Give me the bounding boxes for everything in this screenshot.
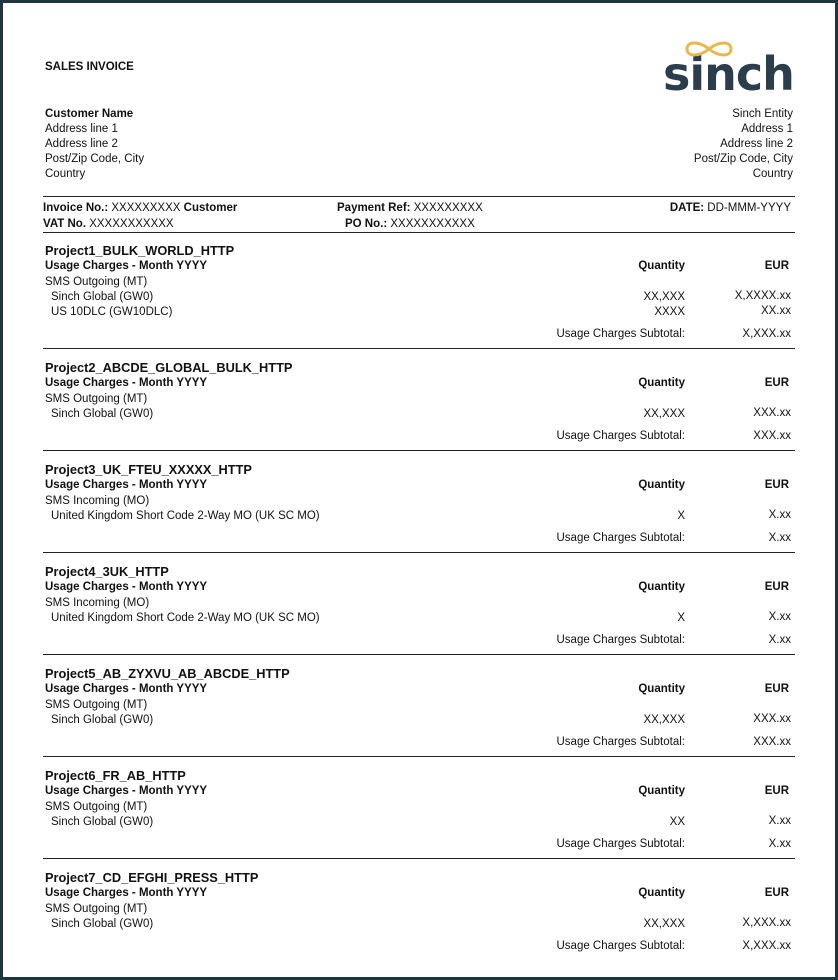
subtotal-amount: XXX.xx — [753, 736, 791, 748]
line-item-description: Sinch Global (GW0) — [51, 408, 154, 420]
document-title: SALES INVOICE — [45, 61, 134, 73]
divider — [43, 196, 795, 197]
customer-address-line: Address line 2 — [45, 138, 118, 150]
currency-header: EUR — [764, 581, 789, 593]
line-item-description: US 10DLC (GW10DLC) — [51, 306, 173, 318]
divider — [43, 858, 795, 859]
line-item-description: United Kingdom Short Code 2-Way MO (UK SC MO) — [51, 612, 320, 624]
project-title: Project7_CD_EFGHI_PRESS_HTTP — [45, 870, 259, 885]
line-item-description: United Kingdom Short Code 2-Way MO (UK SC MO) — [51, 510, 320, 522]
project-title: Project6_FR_AB_HTTP — [45, 768, 186, 783]
quantity-header: Quantity — [638, 887, 685, 899]
po-number: PO No.: XXXXXXXXXXX — [345, 218, 475, 230]
subtotal-amount: X,XXX.xx — [742, 940, 791, 952]
line-item-amount: X,XXX.xx — [742, 917, 791, 929]
line-item-quantity: XX,XXX — [643, 918, 685, 930]
divider — [43, 552, 795, 553]
subtotal-label: Usage Charges Subtotal: — [556, 328, 685, 340]
logo-wordmark: sinch — [663, 47, 794, 101]
entity-address-line: Address line 2 — [720, 138, 793, 150]
infinity-icon — [679, 37, 739, 61]
divider — [43, 654, 795, 655]
subtotal-label: Usage Charges Subtotal: — [556, 838, 685, 850]
line-item-amount: X.xx — [768, 509, 791, 521]
line-item-amount: XX.xx — [760, 305, 791, 317]
usage-period: Usage Charges - Month YYYY — [45, 887, 208, 899]
divider — [43, 450, 795, 451]
invoice-date: DATE: DD-MMM-YYYY — [669, 202, 791, 214]
divider — [43, 348, 795, 349]
project-title: Project2_ABCDE_GLOBAL_BULK_HTTP — [45, 360, 293, 375]
project-title: Project1_BULK_WORLD_HTTP — [45, 243, 235, 258]
subtotal-amount: X.xx — [768, 634, 791, 646]
entity-address-line: Country — [752, 168, 793, 180]
project-title: Project3_UK_FTEU_XXXXX_HTTP — [45, 462, 252, 477]
currency-header: EUR — [764, 887, 789, 899]
subtotal-amount: X,XXX.xx — [742, 328, 791, 340]
usage-period: Usage Charges - Month YYYY — [45, 479, 208, 491]
quantity-header: Quantity — [638, 683, 685, 695]
quantity-header: Quantity — [638, 479, 685, 491]
entity-address — [694, 107, 793, 182]
subtotal-amount: XXX.xx — [753, 430, 791, 442]
charge-category: SMS Outgoing (MT) — [45, 903, 148, 915]
line-item-amount: X.xx — [768, 611, 791, 623]
divider — [43, 232, 795, 233]
currency-header: EUR — [764, 479, 789, 491]
line-item-description: Sinch Global (GW0) — [51, 918, 154, 930]
line-item-quantity: XXXX — [654, 306, 685, 318]
project-title: Project4_3UK_HTTP — [45, 564, 169, 579]
entity-address-line: Post/Zip Code, City — [693, 153, 793, 165]
subtotal-amount: X.xx — [768, 838, 791, 850]
usage-period: Usage Charges - Month YYYY — [45, 377, 208, 389]
line-item-description: Sinch Global (GW0) — [51, 816, 154, 828]
usage-period: Usage Charges - Month YYYY — [45, 260, 208, 272]
line-item-quantity: XX,XXX — [643, 714, 685, 726]
line-item-quantity: X — [677, 510, 685, 522]
line-item-description: Sinch Global (GW0) — [51, 291, 154, 303]
divider — [43, 756, 795, 757]
customer-address-line: Address line 1 — [45, 123, 118, 135]
charge-category: SMS Incoming (MO) — [45, 495, 150, 507]
line-item-quantity: XX — [669, 816, 685, 828]
currency-header: EUR — [764, 260, 789, 272]
quantity-header: Quantity — [638, 377, 685, 389]
customer-address-line: Post/Zip Code, City — [45, 153, 145, 165]
currency-header: EUR — [764, 683, 789, 695]
usage-period: Usage Charges - Month YYYY — [45, 683, 208, 695]
subtotal-amount: X.xx — [768, 532, 791, 544]
entity-address-line: Address 1 — [741, 123, 793, 135]
subtotal-label: Usage Charges Subtotal: — [556, 940, 685, 952]
charge-category: SMS Outgoing (MT) — [45, 699, 148, 711]
line-item-amount: X,XXXX.xx — [734, 290, 791, 302]
project-title: Project5_AB_ZYXVU_AB_ABCDE_HTTP — [45, 666, 290, 681]
charge-category: SMS Outgoing (MT) — [45, 393, 148, 405]
payment-ref: Payment Ref: XXXXXXXXX — [337, 202, 483, 214]
invoice-number: Invoice No.: XXXXXXXXX Customer — [43, 202, 238, 214]
entity-name: Sinch Entity — [732, 108, 793, 120]
usage-period: Usage Charges - Month YYYY — [45, 785, 208, 797]
subtotal-label: Usage Charges Subtotal: — [556, 634, 685, 646]
charge-category: SMS Outgoing (MT) — [45, 276, 148, 288]
quantity-header: Quantity — [638, 581, 685, 593]
vat-number: VAT No. XXXXXXXXXXX — [43, 218, 174, 230]
line-item-amount: X.xx — [768, 815, 791, 827]
quantity-header: Quantity — [638, 785, 685, 797]
customer-address — [45, 107, 144, 182]
subtotal-label: Usage Charges Subtotal: — [556, 736, 685, 748]
line-item-amount: XXX.xx — [753, 407, 791, 419]
charge-category: SMS Outgoing (MT) — [45, 801, 148, 813]
sinch-logo — [663, 39, 794, 101]
currency-header: EUR — [764, 785, 789, 797]
quantity-header: Quantity — [638, 260, 685, 272]
line-item-description: Sinch Global (GW0) — [51, 714, 154, 726]
line-item-quantity: XX,XXX — [643, 408, 685, 420]
line-item-quantity: X — [677, 612, 685, 624]
line-item-quantity: XX,XXX — [643, 291, 685, 303]
currency-header: EUR — [764, 377, 789, 389]
charge-category: SMS Incoming (MO) — [45, 597, 150, 609]
subtotal-label: Usage Charges Subtotal: — [556, 532, 685, 544]
subtotal-label: Usage Charges Subtotal: — [556, 430, 685, 442]
customer-name: Customer Name — [45, 108, 134, 120]
line-item-amount: XXX.xx — [753, 713, 791, 725]
usage-period: Usage Charges - Month YYYY — [45, 581, 208, 593]
customer-address-line: Country — [45, 168, 86, 180]
